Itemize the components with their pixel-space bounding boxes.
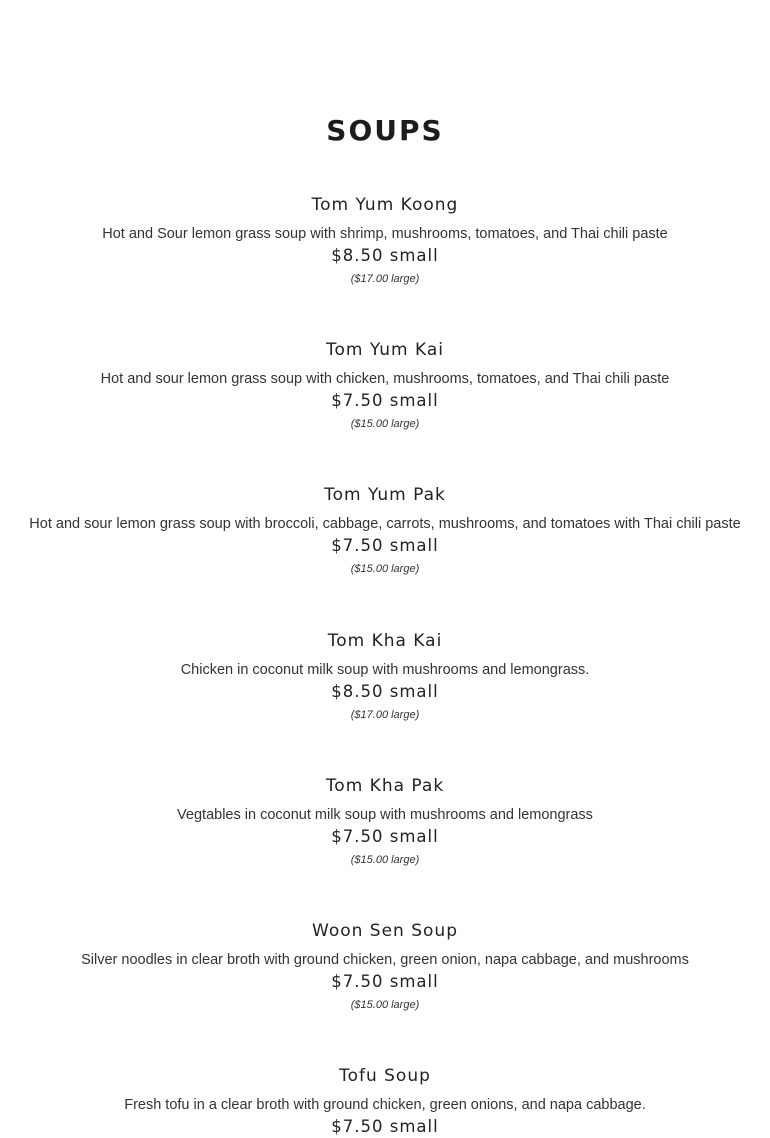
item-name: Tom Yum Kai (325, 340, 445, 360)
item-name: Tom Yum Pak (324, 485, 446, 505)
item-description: Hot and sour lemon grass soup with broccoli, cabbage, carrots, mushrooms, and tomatoes with Thai chili paste (29, 516, 741, 532)
item-large-price: ($17.00 large) (350, 273, 420, 285)
item-large-price: ($17.00 large) (350, 709, 420, 721)
item-price: $7.50 small (331, 1117, 439, 1136)
item-large-price: ($15.00 large) (350, 999, 420, 1011)
item-description: Fresh tofu in a clear broth with ground chicken, green onions, and napa cabbage. (124, 1097, 646, 1113)
item-large-price: ($15.00 large) (350, 854, 420, 866)
item-description: Hot and Sour lemon grass soup with shrimp, mushrooms, tomatoes, and Thai chili paste (102, 226, 668, 242)
item-large-price: ($15.00 large) (350, 418, 420, 430)
menu-item (0, 1065, 770, 1138)
section-title: SOUPS (326, 114, 444, 147)
item-name: Tom Yum Koong (311, 195, 459, 215)
item-description: Silver noodles in clear broth with ground chicken, green onion, napa cabbage, and mushrooms (81, 952, 689, 968)
item-price: $7.50 small (331, 391, 439, 410)
item-name: Tom Kha Pak (325, 776, 445, 796)
item-price: $7.50 small (331, 827, 439, 846)
menu-item (0, 630, 770, 722)
item-description: Vegtables in coconut milk soup with mushrooms and lemongrass (177, 807, 593, 823)
item-name: Tom Kha Kai (327, 631, 443, 651)
item-price: $8.50 small (331, 246, 439, 265)
item-price: $7.50 small (331, 972, 439, 991)
menu-item (0, 775, 770, 867)
menu-item (0, 484, 770, 576)
item-large-price: ($15.00 large) (350, 563, 420, 575)
item-description: Hot and sour lemon grass soup with chicken, mushrooms, tomatoes, and Thai chili paste (100, 371, 670, 387)
menu-item (0, 194, 770, 286)
item-price: $8.50 small (331, 682, 439, 701)
item-name: Tofu Soup (339, 1066, 431, 1086)
item-name: Woon Sen Soup (312, 921, 458, 941)
menu-item (0, 920, 770, 1012)
menu-item (0, 339, 770, 431)
item-price: $7.50 small (331, 536, 439, 555)
item-description: Chicken in coconut milk soup with mushrooms and lemongrass. (180, 662, 590, 678)
